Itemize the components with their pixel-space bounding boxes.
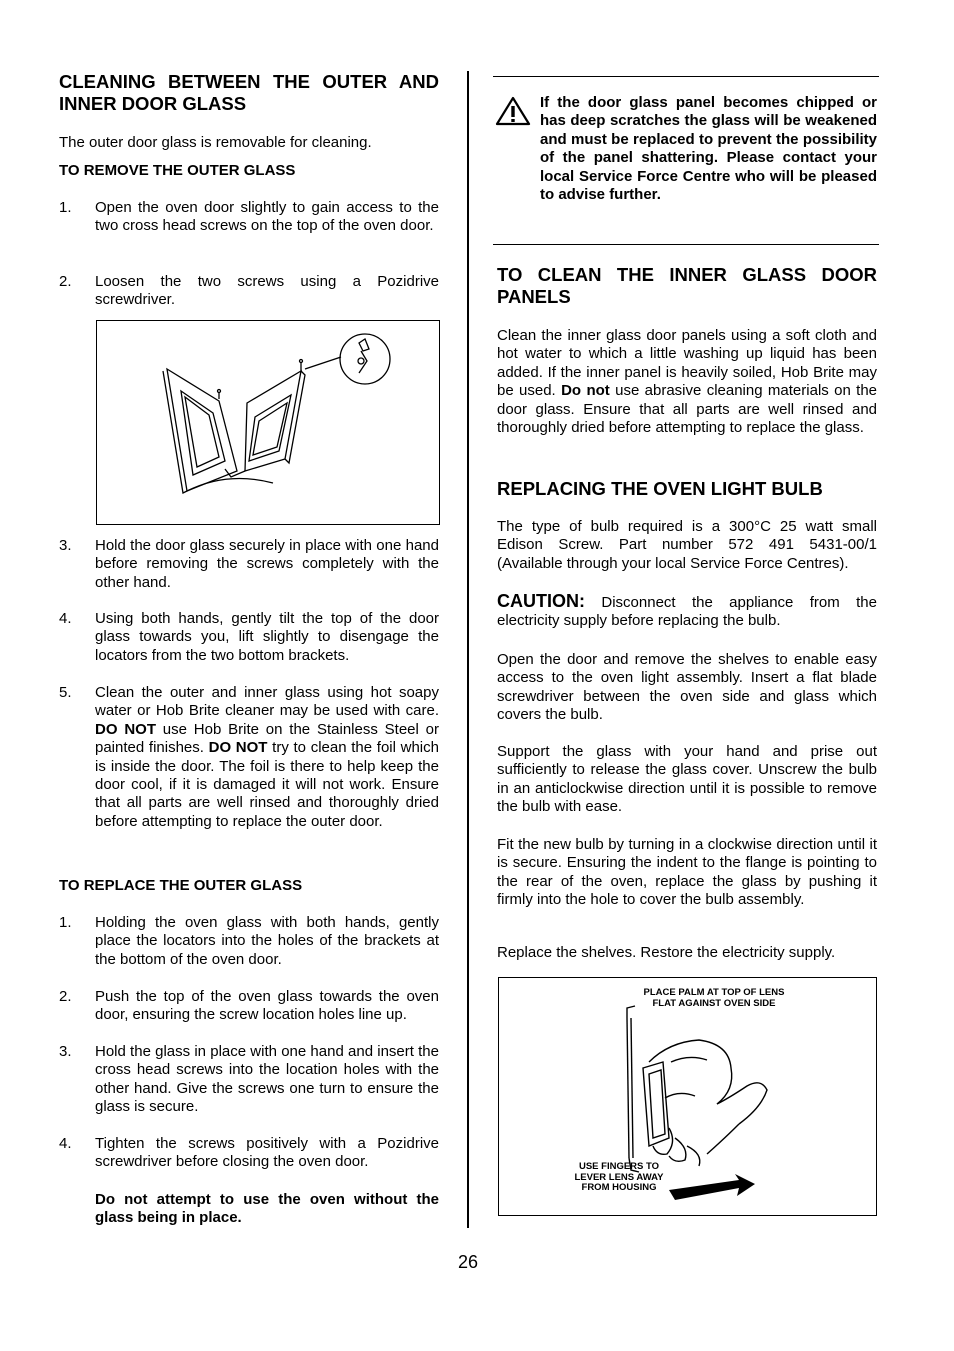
section-heading-door-glass: CLEANING BETWEEN THE OUTER AND INNER DOOR GLASS bbox=[59, 71, 439, 114]
figure-label-line: LEVER LENS AWAY bbox=[574, 1171, 664, 1183]
list-number: 4. bbox=[59, 610, 72, 627]
bulb-step-text: Replace the shelves. Restore the electricity supply. bbox=[497, 944, 836, 961]
bulb-step-text: Support the glass with your hand and prise out sufficiently to release the glass cover. Unscrew the bulb in an anticlockwise direction until it is possible to remove the bulb with ease. bbox=[497, 743, 877, 816]
list-number: 4. bbox=[59, 1135, 72, 1152]
list-text: Loosen the two screws using a Pozidrive screwdriver. bbox=[95, 273, 439, 309]
section-heading-bulb: REPLACING THE OVEN LIGHT BULB bbox=[497, 478, 823, 499]
final-warning: Do not attempt to use the oven without the glass being in place. bbox=[95, 1191, 439, 1227]
list-number: 3. bbox=[59, 537, 72, 554]
light-lens-figure bbox=[498, 977, 877, 1216]
bulb-step-text: Fit the new bulb by turning in a clockwise direction until it is secure. Ensuring the indent to the flange is pointing to the rear of the oven, replace the glass by pushing it firmly into the hole to cover the bulb assembly. bbox=[497, 836, 877, 909]
page-number: 26 bbox=[458, 1252, 479, 1272]
list-number: 2. bbox=[59, 273, 72, 290]
warning-bottom-rule bbox=[493, 244, 879, 245]
hand-lens-illustration bbox=[499, 978, 876, 1215]
list-number: 2. bbox=[59, 988, 72, 1005]
list-text: Holding the oven glass with both hands, gently place the locators into the holes of the brackets at the bottom of the oven door. bbox=[95, 914, 439, 968]
bulb-step-text: Open the door and remove the shelves to enable easy access to the oven light assembly. Insert a flat blade screwdriver between the oven side and glass which covers the bulb. bbox=[497, 651, 877, 724]
figure-label-line: FLAT AGAINST OVEN SIDE bbox=[652, 997, 776, 1009]
caution-text bbox=[497, 592, 877, 631]
figure-label-line: FROM HOUSING bbox=[581, 1182, 657, 1193]
inner-glass-text bbox=[497, 327, 877, 437]
emphasis-text: Do not bbox=[561, 382, 610, 400]
list-text: Push the top of the oven glass towards the oven door, ensuring the screw location holes line up. bbox=[95, 988, 439, 1024]
text-run: Clean the outer and inner glass using hot soapy water or Hob Brite cleaner may be used with care. bbox=[95, 684, 439, 720]
replace-heading: TO REPLACE THE OUTER GLASS bbox=[59, 877, 303, 894]
door-glass-figure bbox=[96, 320, 440, 525]
list-text: Open the oven door slightly to gain access to the two cross head screws on the top of the oven door. bbox=[95, 199, 439, 235]
list-text: Hold the door glass securely in place with one hand before removing the screws completely with the other hand. bbox=[95, 537, 439, 591]
warning-top-rule bbox=[493, 76, 879, 77]
caution-label: CAUTION: bbox=[497, 591, 585, 611]
text-run: Clean the inner glass door panels using a soft cloth and hot water to which a little washing up liquid has been added. If the inner panel is heavily soiled, Hob Brite may be used. bbox=[497, 327, 877, 400]
figure-label-line: PLACE PALM AT TOP OF LENS bbox=[643, 987, 785, 998]
remove-heading: TO REMOVE THE OUTER GLASS bbox=[59, 162, 296, 179]
figure-label-line: USE FINGERS TO bbox=[578, 1161, 660, 1172]
list-number: 5. bbox=[59, 684, 72, 701]
column-divider bbox=[467, 71, 469, 1228]
section-heading-inner-glass: TO CLEAN THE INNER GLASS DOOR PANELS bbox=[497, 264, 877, 307]
text-run: use Hob Brite on the Stainless Steel or painted finishes. bbox=[95, 720, 439, 757]
intro-text: The outer door glass is removable for cleaning. bbox=[59, 134, 372, 151]
list-text: Using both hands, gently tilt the top of the door glass towards you, lift slightly to disengage the locators from the two bottom brackets. bbox=[95, 610, 439, 664]
text-run: use abrasive cleaning materials on the door glass. Ensure that all parts are well rinsed and thoroughly dried before attempting to replace the glass. bbox=[497, 382, 878, 437]
warning-text: If the door glass panel becomes chipped or has deep scratches the glass will be weakened and must be replaced to prevent the possibility of the panel shattering. Please contact your local Service Force Centre who will be pleased to advise further. bbox=[540, 94, 877, 204]
text-run: Disconnect the appliance from the electricity supply before replacing the bulb. bbox=[497, 594, 877, 630]
list-number: 1. bbox=[59, 199, 72, 216]
list-number: 3. bbox=[59, 1043, 72, 1060]
bulb-type-text: The type of bulb required is a 300°C 25 watt small Edison Screw. Part number 572 491 5431-00/1 (Available through your local Service Force Centres). bbox=[497, 518, 877, 572]
warning-icon bbox=[495, 96, 531, 126]
list-text bbox=[95, 684, 439, 831]
list-text: Hold the glass in place with one hand and insert the cross head screws into the location holes with the other hand. Give the screws one turn to ensure the glass is secure. bbox=[95, 1043, 439, 1116]
text-run: try to clean the foil which is inside the door. The foil is there to help keep the door cool, if it is damaged it will not work. Ensure that all parts are well rinsed and thoroughly dried before attempting to replace the outer door. bbox=[95, 739, 439, 830]
list-text: Tighten the screws positively with a Pozidrive screwdriver before closing the oven door. bbox=[95, 1135, 439, 1171]
list-number: 1. bbox=[59, 914, 72, 931]
emphasis-text: DO NOT bbox=[208, 739, 268, 757]
oven-door-illustration bbox=[97, 321, 439, 524]
emphasis-text: DO NOT bbox=[95, 720, 156, 738]
